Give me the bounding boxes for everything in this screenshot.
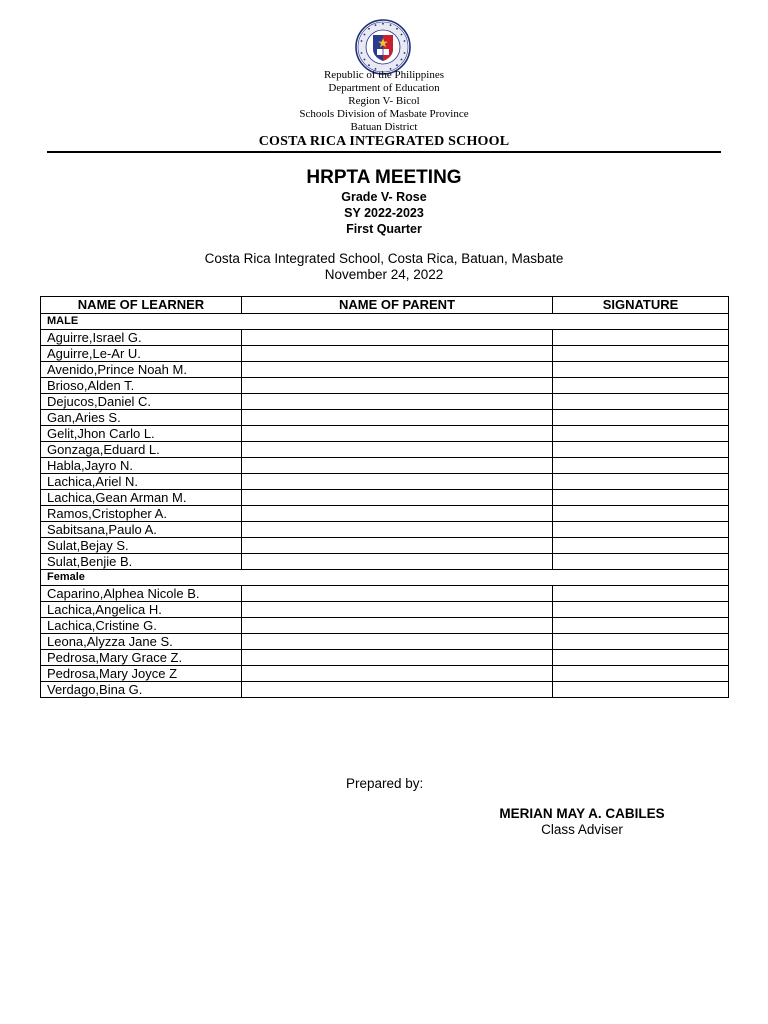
parent-name-cell: [242, 602, 553, 618]
table-row: [41, 442, 729, 458]
learner-name: Dejucos,Daniel C.: [41, 394, 242, 410]
signature-cell: [553, 650, 729, 666]
table-row: [41, 330, 729, 346]
parent-name-cell: [242, 442, 553, 458]
parent-name-cell: [242, 538, 553, 554]
parent-name-cell: [242, 410, 553, 426]
letterhead-republic: Republic of the Philippines: [323, 69, 445, 81]
learner-name: Caparino,Alphea Nicole B.: [41, 586, 242, 602]
table-row: [41, 490, 729, 506]
table-row: [41, 458, 729, 474]
school-name: COSTA RICA INTEGRATED SCHOOL: [258, 134, 510, 149]
parent-name-cell: [242, 618, 553, 634]
parent-name-cell: [242, 586, 553, 602]
learner-name: Avenido,Prince Noah M.: [41, 362, 242, 378]
parent-name-cell: [242, 346, 553, 362]
signature-cell: [553, 410, 729, 426]
signature-cell: [553, 330, 729, 346]
signature-cell: [553, 522, 729, 538]
signature-cell: [553, 538, 729, 554]
table-row: [41, 538, 729, 554]
signature-cell: [553, 618, 729, 634]
table-row: [41, 586, 729, 602]
parent-name-cell: [242, 522, 553, 538]
learner-name: Gelit,Jhon Carlo L.: [41, 426, 242, 442]
parent-name-cell: [242, 378, 553, 394]
group-row-female: [41, 570, 729, 586]
table-row: [41, 602, 729, 618]
signature-cell: [553, 362, 729, 378]
learner-name: Lachica,Gean Arman M.: [41, 490, 242, 506]
learner-name: Verdago,Bina G.: [41, 682, 242, 698]
signature-cell: [553, 474, 729, 490]
attendance-table: [40, 296, 729, 698]
meeting-title: HRPTA MEETING: [306, 167, 462, 188]
parent-name-cell: [242, 554, 553, 570]
learner-name: Lachica,Cristine G.: [41, 618, 242, 634]
table-row: [41, 522, 729, 538]
table-row: [41, 346, 729, 362]
table-row: [41, 682, 729, 698]
learner-name: Brioso,Alden T.: [41, 378, 242, 394]
letterhead-district: Batuan District: [350, 121, 418, 133]
signature-cell: [553, 458, 729, 474]
table-row: [41, 362, 729, 378]
parent-name-cell: [242, 362, 553, 378]
meeting-date: November 24, 2022: [324, 267, 444, 282]
meeting-venue: Costa Rica Integrated School, Costa Rica, Batuan, Masbate: [204, 251, 564, 266]
signature-cell: [553, 346, 729, 362]
table-row: [41, 394, 729, 410]
table-row: [41, 650, 729, 666]
learner-name: Sulat,Bejay S.: [41, 538, 242, 554]
prepared-by-label: Prepared by:: [346, 776, 424, 791]
parent-name-cell: [242, 330, 553, 346]
signature-cell: [553, 554, 729, 570]
learner-name: Gan,Aries S.: [41, 410, 242, 426]
table-row: [41, 378, 729, 394]
parent-name-cell: [242, 650, 553, 666]
parent-name-cell: [242, 490, 553, 506]
letterhead-region: Region V- Bicol: [348, 95, 420, 107]
adviser-role: Class Adviser: [541, 822, 623, 837]
table-row: [41, 410, 729, 426]
signature-cell: [553, 442, 729, 458]
learner-name: Pedrosa,Mary Grace Z.: [41, 650, 242, 666]
quarter: First Quarter: [346, 222, 422, 236]
table-row: [41, 474, 729, 490]
header-parent: NAME OF PARENT: [242, 297, 553, 314]
signature-cell: [553, 378, 729, 394]
signature-cell: [553, 666, 729, 682]
letterhead-divider: [47, 151, 721, 153]
learner-name: Pedrosa,Mary Joyce Z: [41, 666, 242, 682]
letterhead-department: Department of Education: [328, 82, 440, 94]
group-label-female: Female: [41, 570, 729, 586]
table-row: [41, 618, 729, 634]
learner-name: Habla,Jayro N.: [41, 458, 242, 474]
deped-seal-logo: [355, 19, 411, 75]
parent-name-cell: [242, 682, 553, 698]
parent-name-cell: [242, 506, 553, 522]
learner-name: Lachica,Angelica H.: [41, 602, 242, 618]
signature-cell: [553, 426, 729, 442]
learner-name: Sabitsana,Paulo A.: [41, 522, 242, 538]
grade-section: Grade V- Rose: [341, 190, 427, 204]
letterhead-division: Schools Division of Masbate Province: [299, 108, 469, 120]
signature-cell: [553, 394, 729, 410]
parent-name-cell: [242, 474, 553, 490]
learner-name: Ramos,Cristopher A.: [41, 506, 242, 522]
table-row: [41, 506, 729, 522]
table-row: [41, 666, 729, 682]
learner-name: Aguirre,Israel G.: [41, 330, 242, 346]
parent-name-cell: [242, 666, 553, 682]
table-row: [41, 634, 729, 650]
parent-name-cell: [242, 458, 553, 474]
learner-name: Leona,Alyzza Jane S.: [41, 634, 242, 650]
adviser-name: MERIAN MAY A. CABILES: [499, 806, 665, 821]
table-header-row: [41, 297, 729, 314]
table-row: [41, 554, 729, 570]
table-row: [41, 426, 729, 442]
header-signature: SIGNATURE: [553, 297, 729, 314]
parent-name-cell: [242, 634, 553, 650]
signature-cell: [553, 506, 729, 522]
learner-name: Lachica,Ariel N.: [41, 474, 242, 490]
parent-name-cell: [242, 394, 553, 410]
learner-name: Sulat,Benjie B.: [41, 554, 242, 570]
signature-cell: [553, 682, 729, 698]
group-label-male: MALE: [41, 314, 729, 330]
learner-name: Gonzaga,Eduard L.: [41, 442, 242, 458]
signature-cell: [553, 602, 729, 618]
signature-cell: [553, 490, 729, 506]
parent-name-cell: [242, 426, 553, 442]
school-year: SY 2022-2023: [344, 206, 424, 220]
signature-cell: [553, 586, 729, 602]
group-row-male: [41, 314, 729, 330]
signature-cell: [553, 634, 729, 650]
header-learner: NAME OF LEARNER: [41, 297, 242, 314]
learner-name: Aguirre,Le-Ar U.: [41, 346, 242, 362]
